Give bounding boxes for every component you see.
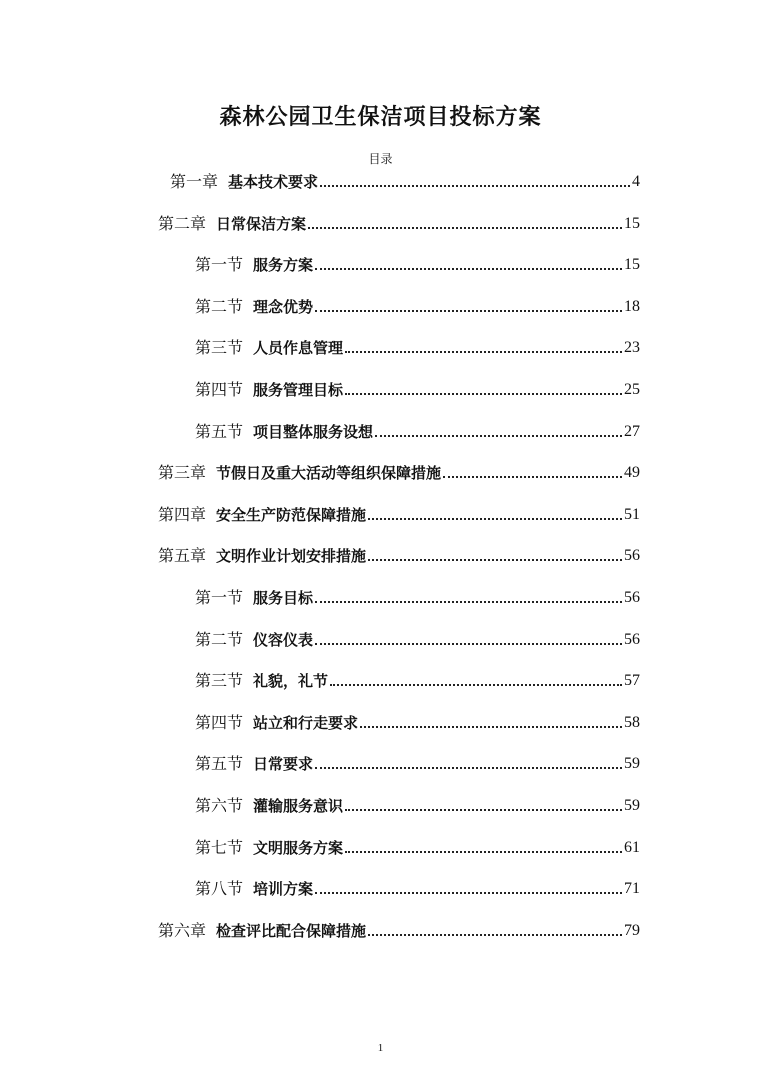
toc-entry-number: 第二章 bbox=[158, 213, 207, 233]
toc-entry[interactable] bbox=[158, 917, 640, 941]
toc-entry-number: 第五章 bbox=[158, 546, 207, 566]
toc-entry-page: 4 bbox=[632, 173, 640, 190]
toc-dot-leader bbox=[443, 474, 622, 478]
toc-entry-title: 文明作业计划安排措施 bbox=[216, 547, 367, 566]
toc-entry-number: 第六节 bbox=[195, 796, 244, 815]
toc-entry-page: 56 bbox=[624, 589, 640, 606]
toc-entry[interactable] bbox=[195, 750, 640, 774]
toc-entry-number: 第二节 bbox=[195, 296, 244, 316]
toc-entry-title: 培训方案 bbox=[253, 880, 314, 899]
toc-entry-page: 59 bbox=[624, 755, 640, 773]
toc-entry-title: 服务管理目标 bbox=[253, 381, 344, 399]
toc-entry-page: 61 bbox=[624, 838, 640, 856]
toc-entry[interactable] bbox=[195, 667, 640, 691]
toc-entry-page: 15 bbox=[624, 214, 640, 232]
toc-entry-page: 18 bbox=[624, 297, 640, 315]
document-title: 森林公园卫生保洁项目投标方案 bbox=[219, 104, 542, 130]
toc-entry-page: 57 bbox=[624, 672, 640, 690]
toc-entry-page: 15 bbox=[624, 256, 640, 274]
toc-dot-leader bbox=[368, 516, 622, 520]
toc-entry-page: 59 bbox=[624, 797, 640, 814]
toc-entry-page: 23 bbox=[624, 339, 640, 357]
toc-entry[interactable] bbox=[158, 501, 640, 525]
toc-entry-number: 第四节 bbox=[195, 380, 244, 399]
toc-entry-number: 第三节 bbox=[195, 338, 244, 358]
toc-entry-number: 第七节 bbox=[195, 837, 244, 857]
toc-dot-leader bbox=[320, 183, 630, 187]
toc-entry-page: 79 bbox=[624, 921, 640, 939]
toc-entry-number: 第一章 bbox=[170, 172, 219, 191]
toc-dot-leader bbox=[360, 724, 622, 728]
toc-entry[interactable] bbox=[158, 210, 640, 234]
page-number: 1 bbox=[377, 1042, 384, 1054]
toc-entry-title: 站立和行走要求 bbox=[253, 713, 359, 732]
toc-entry[interactable] bbox=[158, 542, 640, 566]
toc-entry-number: 第三章 bbox=[158, 463, 207, 483]
toc-dot-leader bbox=[368, 932, 622, 936]
toc-entry-title: 节假日及重大活动等组织保障措施 bbox=[216, 464, 442, 483]
toc-entry-title: 服务目标 bbox=[253, 589, 314, 607]
toc-dot-leader bbox=[375, 433, 622, 437]
toc-entry-number: 第一节 bbox=[195, 255, 244, 275]
toc-entry-title: 基本技术要求 bbox=[228, 173, 319, 191]
toc-entry[interactable] bbox=[195, 376, 640, 400]
toc-entry-title: 灌输服务意识 bbox=[253, 797, 344, 815]
toc-entry[interactable] bbox=[195, 709, 640, 733]
toc-dot-leader bbox=[315, 308, 622, 312]
toc-entry-number: 第二节 bbox=[195, 629, 244, 649]
toc-entry-page: 51 bbox=[624, 505, 640, 523]
toc-dot-leader bbox=[330, 682, 622, 686]
toc-dot-leader bbox=[315, 266, 622, 270]
toc-entry[interactable] bbox=[195, 251, 640, 275]
toc-dot-leader bbox=[308, 225, 622, 229]
toc-entry[interactable] bbox=[195, 626, 640, 650]
toc-entry-number: 第八节 bbox=[195, 879, 244, 899]
toc-entry-title: 日常保洁方案 bbox=[216, 214, 307, 233]
toc-entry[interactable] bbox=[195, 834, 640, 858]
toc-dot-leader bbox=[315, 641, 622, 645]
toc-entry[interactable] bbox=[195, 584, 640, 608]
toc-dot-leader bbox=[345, 849, 622, 853]
toc-entry-title: 文明服务方案 bbox=[253, 838, 344, 857]
toc-entry-number: 第五节 bbox=[195, 421, 244, 441]
toc-entry-title: 人员作息管理 bbox=[253, 339, 344, 358]
toc-entry[interactable] bbox=[195, 792, 640, 816]
toc-dot-leader bbox=[315, 765, 622, 769]
toc-heading: 目录 bbox=[368, 152, 393, 166]
toc-dot-leader bbox=[345, 391, 622, 395]
toc-entry-title: 仪容仪表 bbox=[253, 630, 314, 649]
toc-entry-page: 25 bbox=[624, 381, 640, 398]
toc-entry-page: 27 bbox=[624, 422, 640, 440]
toc-entry-number: 第一节 bbox=[195, 588, 244, 607]
toc-dot-leader bbox=[315, 599, 622, 603]
toc-entry-number: 第四节 bbox=[195, 712, 244, 732]
toc-entry-number: 第五节 bbox=[195, 754, 244, 774]
toc-entry-page: 71 bbox=[624, 880, 640, 898]
toc-entry-number: 第六章 bbox=[158, 920, 207, 940]
toc-entry[interactable] bbox=[195, 875, 640, 899]
toc-entry[interactable] bbox=[170, 168, 640, 192]
toc-dot-leader bbox=[345, 807, 622, 811]
toc-entry-title: 项目整体服务设想 bbox=[253, 422, 374, 441]
toc-entry-title: 日常要求 bbox=[253, 755, 314, 774]
toc-entry-page: 49 bbox=[624, 464, 640, 482]
toc-entry[interactable] bbox=[195, 293, 640, 317]
toc-dot-leader bbox=[315, 890, 622, 894]
toc-entry-title: 安全生产防范保障措施 bbox=[216, 505, 367, 524]
toc-entry-page: 56 bbox=[624, 630, 640, 648]
toc-entry[interactable] bbox=[195, 334, 640, 358]
toc-dot-leader bbox=[368, 557, 622, 561]
toc-entry-title: 服务方案 bbox=[253, 256, 314, 275]
toc-entry-number: 第四章 bbox=[158, 504, 207, 524]
toc-entry-title: 礼貌，礼节 bbox=[253, 672, 329, 691]
toc-entry-page: 58 bbox=[624, 713, 640, 731]
toc-entry-title: 检查评比配合保障措施 bbox=[216, 921, 367, 940]
toc-entry-number: 第三节 bbox=[195, 671, 244, 691]
toc-dot-leader bbox=[345, 349, 622, 353]
toc-entry[interactable] bbox=[195, 418, 640, 442]
toc-entry-title: 理念优势 bbox=[253, 297, 314, 316]
toc-entry[interactable] bbox=[158, 459, 640, 483]
toc-entry-page: 56 bbox=[624, 547, 640, 565]
